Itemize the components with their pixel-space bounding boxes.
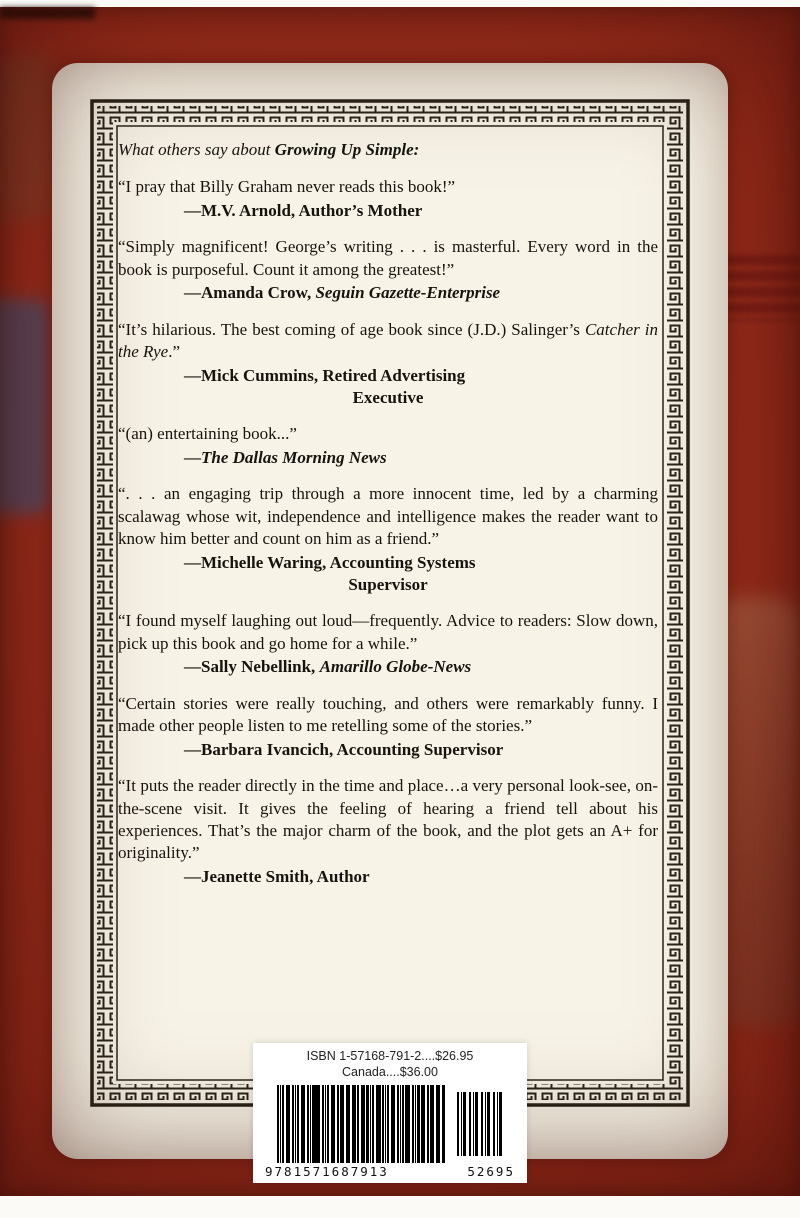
- text-segment: The Dallas Morning News: [201, 447, 387, 467]
- text-segment: “It puts the reader directly in the time and place…a very personal look-see, on-the-scene visit. It gives the feeling of hearing a friend tell about his experiences. That’s the major charm of the book, and the plot gets an A+ for originality.”: [118, 776, 658, 863]
- text-segment: “. . . an engaging trip through a more innocent time, led by a charming scalawag whose wit, independence and intelligence makes the reader want to know him better and count on him as a friend.”: [118, 484, 658, 549]
- text-segment: Supervisor: [348, 575, 428, 594]
- text-segment: —Amanda Crow,: [184, 283, 316, 303]
- quote-block: [118, 693, 658, 761]
- text-segment: Executive: [352, 387, 424, 407]
- text-segment: “It’s hilarious. The best coming of age book since (J.D.) Salinger’s: [118, 319, 585, 339]
- text-segment: “(an) entertaining book...”: [118, 424, 297, 444]
- boot-illustration-decor: [0, 55, 58, 220]
- text-segment: Catcher in the Rye: [118, 319, 658, 362]
- barcode-number-main: 9781571687913: [265, 1163, 389, 1179]
- quote-block: [118, 319, 658, 410]
- text-segment: —: [184, 447, 201, 467]
- quote-text: [118, 483, 658, 550]
- quote-attribution: [184, 866, 658, 888]
- isbn-barcode-block: [253, 1043, 527, 1183]
- text-segment: “Certain stories were really touching, and others were remarkably funny. I made other people listen to me retelling some of the stories.”: [118, 693, 658, 736]
- quote-text: [118, 423, 658, 445]
- text-segment: —Jeanette Smith, Author: [184, 866, 370, 886]
- text-segment: “Simply magnificent! George’s writing . . . is masterful. Every word in the book is purposeful. Count it among the greatest!”: [118, 237, 658, 279]
- jeans-illustration-decor: [0, 299, 50, 514]
- quote-text: [118, 775, 658, 865]
- text-segment: Seguin Gazette-Enterprise: [315, 283, 501, 303]
- quote-text: [118, 610, 658, 655]
- header-prefix: What others say about: [118, 140, 275, 159]
- isbn-line-1: ISBN 1-57168-791-2....$26.95: [306, 1049, 474, 1063]
- quote-text: [118, 693, 658, 738]
- quote-attribution: [184, 282, 658, 304]
- barcode: [261, 1085, 519, 1163]
- book-title: Growing Up Simple:: [274, 140, 420, 159]
- header-line: [118, 139, 658, 161]
- text-segment: “I pray that Billy Graham never reads this book!”: [118, 177, 456, 197]
- quote-block: [118, 236, 658, 304]
- quote-attribution: [184, 656, 658, 678]
- barcode-numbers: [261, 1163, 519, 1179]
- text-segment: —Sally Nebellink,: [184, 657, 320, 677]
- corner-smudge-decor: [0, 7, 95, 19]
- quote-text: [118, 319, 658, 364]
- text-segment: —Mick Cummins, Retired Advertising: [184, 365, 466, 385]
- quote-block: [118, 423, 658, 469]
- quote-attribution: [184, 552, 658, 597]
- barcode-bars-addon: [457, 1092, 503, 1156]
- quote-attribution: [184, 365, 658, 410]
- barcode-number-addon: 52695: [467, 1163, 515, 1179]
- quote-block: [118, 775, 658, 888]
- barcode-bars-main: [277, 1085, 445, 1163]
- quote-text: [118, 176, 658, 198]
- text-segment: —Michelle Waring, Accounting Systems: [184, 552, 476, 572]
- red-cover-background: [0, 7, 800, 1196]
- quote-block: [118, 483, 658, 596]
- text-segment: Amarillo Globe-News: [319, 657, 472, 677]
- quote-attribution: [184, 739, 658, 761]
- quotes-list: [118, 176, 658, 888]
- text-segment: .”: [168, 342, 180, 362]
- edge-text-decor: [726, 255, 800, 321]
- quote-attribution: [184, 447, 658, 469]
- blurbs-content: [118, 139, 658, 902]
- back-cover-card: [52, 63, 728, 1179]
- text-segment: “I found myself laughing out loud—frequently. Advice to readers: Slow down, pick up this book and go home for a while.”: [118, 611, 658, 653]
- quote-text: [118, 236, 658, 281]
- text-segment: —Barbara Ivancich, Accounting Supervisor: [184, 739, 504, 759]
- isbn-line-2: Canada....$36.00: [342, 1065, 438, 1080]
- quote-attribution: [184, 200, 658, 222]
- text-segment: —M.V. Arnold, Author’s Mother: [184, 200, 423, 220]
- quote-block: [118, 176, 658, 222]
- quote-block: [118, 610, 658, 678]
